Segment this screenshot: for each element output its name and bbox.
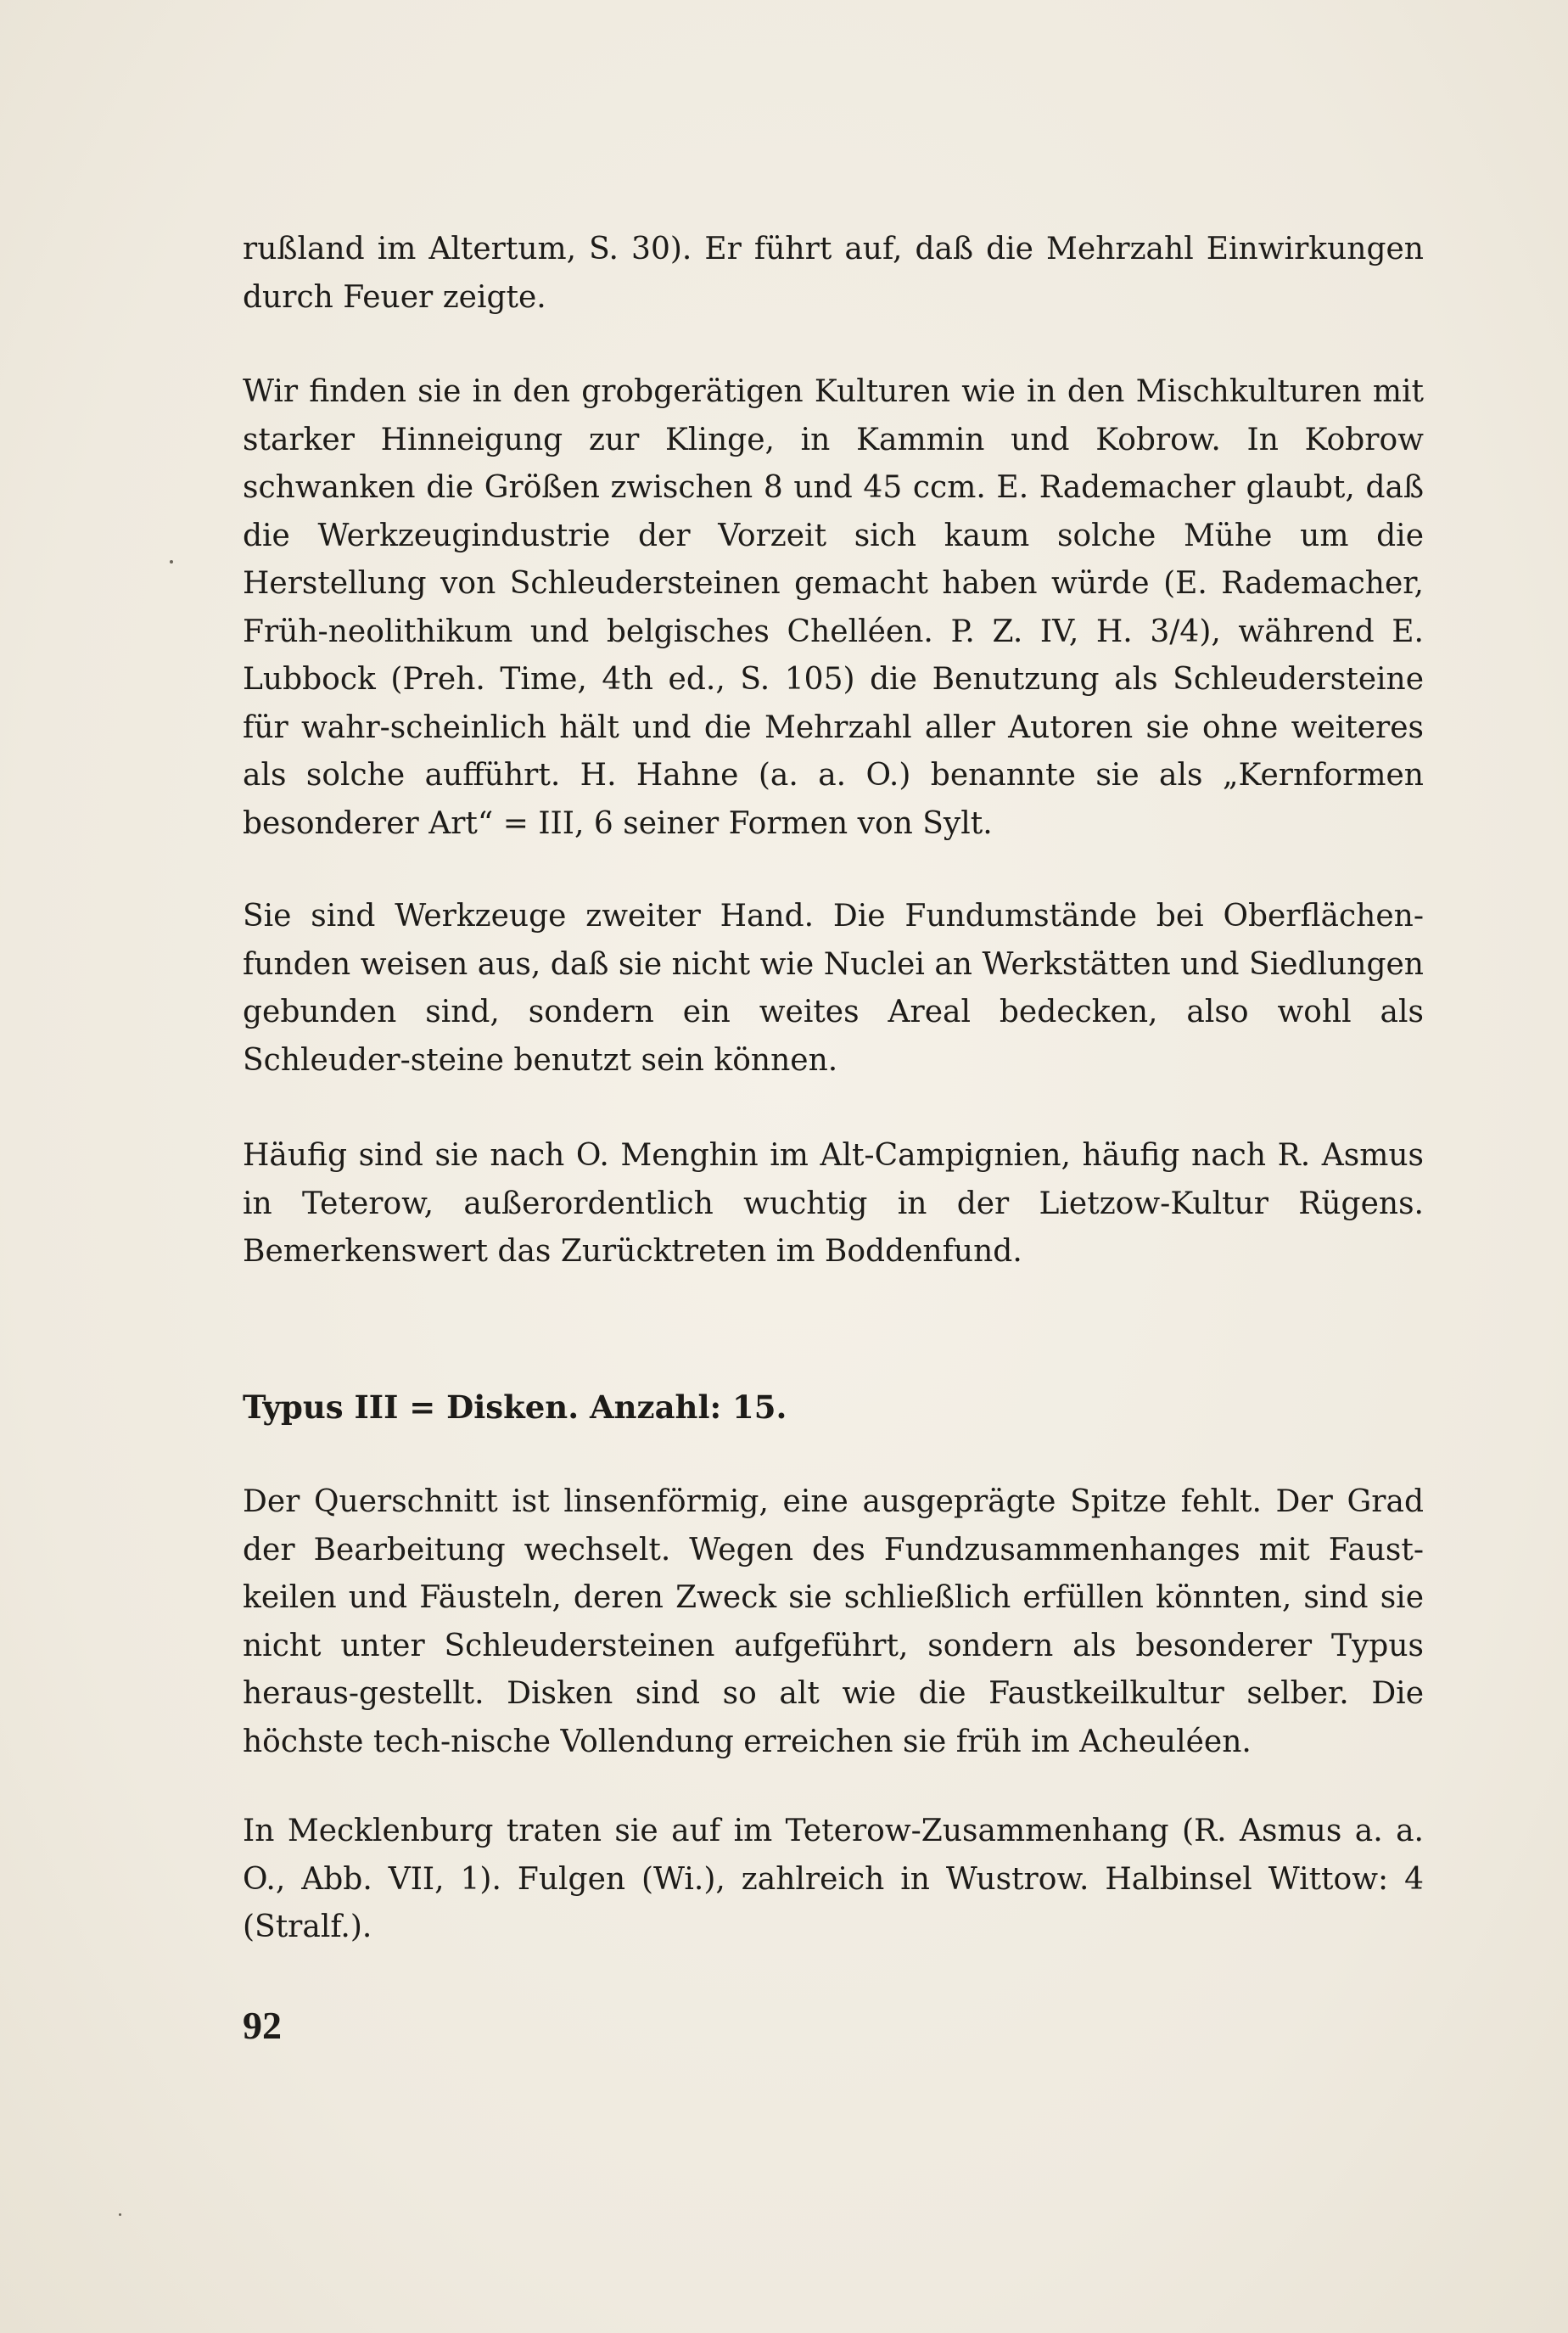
- type-heading-rest: = Disken. Anzahl: 15.: [398, 1388, 787, 1426]
- paragraph-2-text: Wir finden sie in den grobgerätigen Kulturen wie in den Mischkulturen mit starker Hinneigung zur Klinge, in Kammin und Kobrow. In Kobrow schwanken die Größen zwischen 8 und 45 ccm. E. Rademacher glaubt, daß die Werkzeugindustrie der Vorzeit sich kaum solche Mühe um die Herstellung von Schleudersteinen gemacht haben würde (E. Rademacher, Früh-neolithikum und belgisches Chelléen. P. Z. IV, H. 3/4), während E. Lubbock (Preh. Time, 4th ed., S. 105) die Benutzung als Schleudersteine für wahr-scheinlich hält und die Mehrzahl aller Autoren sie ohne weiteres als solche aufführt. H. Hahne (a. a. O.) benannte sie als „Kernformen besonderer Art“ = III, 6 seiner Formen von Sylt.: [243, 374, 1424, 841]
- paragraph-3-text: Sie sind Werkzeuge zweiter Hand. Die Fundumstände bei Oberflächen-funden weisen aus, daß sie nicht wie Nuclei an Werkstätten und Siedlungen gebunden sind, sondern ein weites Areal bedecken, also wohl als Schleuder-steine benutzt sein können.: [243, 899, 1424, 1078]
- paper-speck: [170, 560, 173, 564]
- paragraph-5-text: Der Querschnitt ist linsenförmig, eine ausgeprägte Spitze fehlt. Der Grad der Bearbeitung wechselt. Wegen des Fundzusammenhanges mit Faust-keilen und Fäusteln, deren Zweck sie schließlich erfüllen könnten, sind sie nicht unter Schleudersteinen aufgeführt, sondern als besonderer Typus heraus-gestellt. Disken sind so alt wie die Faustkeilkultur selber. Die höchste tech-nische Vollendung erreichen sie früh im Acheuléen.: [243, 1484, 1424, 1759]
- paragraph-4-text: Häufig sind sie nach O. Menghin im Alt-Campignien, häufig nach R. Asmus in Teterow, außerordentlich wuchtig in der Lietzow-Kultur Rügens. Bemerkenswert das Zurücktreten im Boddenfund.: [243, 1138, 1424, 1269]
- paragraph-6-text: In Mecklenburg traten sie auf im Teterow-Zusammenhang (R. Asmus a. a. O., Abb. VII, 1). Fulgen (Wi.), zahlreich in Wustrow. Halbinsel Wittow: 4 (Stralf.).: [243, 1814, 1424, 1944]
- paper-speck: [119, 2213, 121, 2216]
- paragraph-3: [243, 893, 1424, 1085]
- paragraph-6: [243, 1808, 1424, 1952]
- paragraph-4: [243, 1132, 1424, 1276]
- paragraph-1: [243, 226, 1424, 322]
- type-label: Typus III: [243, 1388, 399, 1426]
- type-heading: [243, 1383, 787, 1431]
- page-number: 92: [243, 2004, 282, 2047]
- paragraph-1-text: rußland im Altertum, S. 30). Er führt auf, daß die Mehrzahl Einwirkungen durch Feuer zeigte.: [243, 232, 1424, 315]
- paragraph-5: [243, 1478, 1424, 1766]
- paragraph-2: [243, 368, 1424, 848]
